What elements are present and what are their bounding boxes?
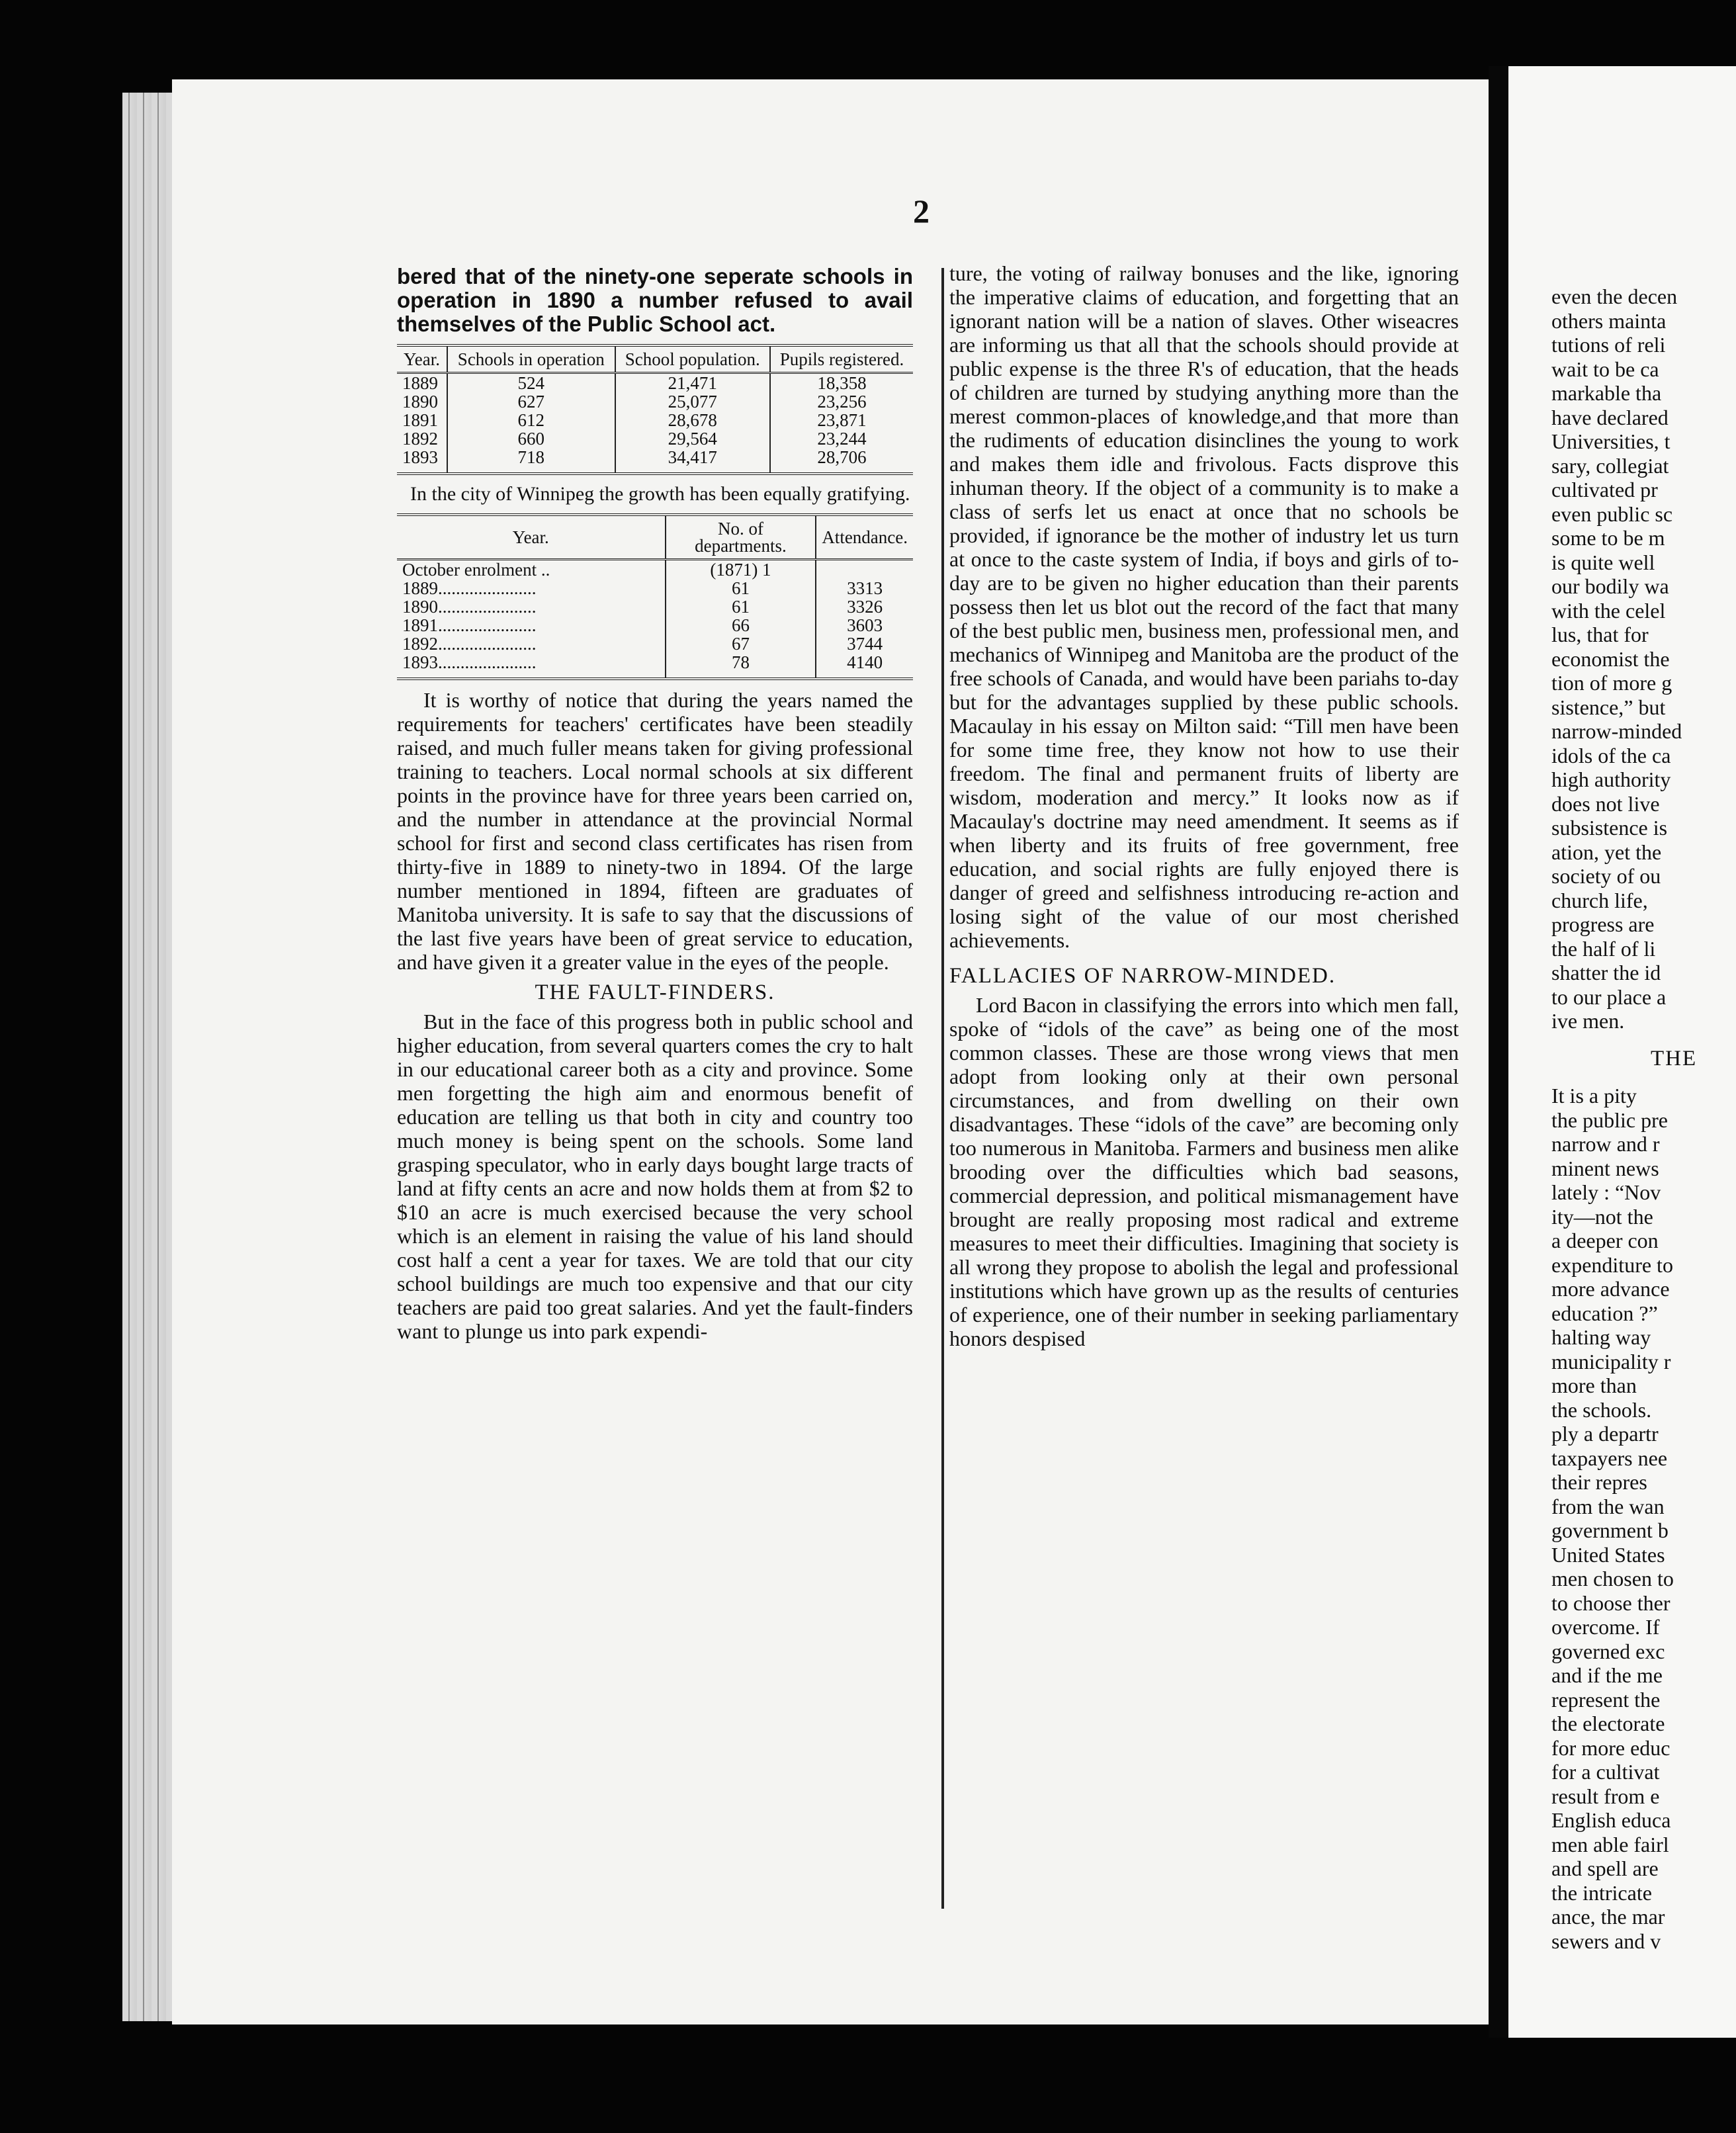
text-line: their repres	[1551, 1470, 1647, 1494]
text-line: It is a pity	[1551, 1084, 1637, 1108]
column-2	[949, 261, 1459, 1350]
text-line: taxpayers nee	[1551, 1446, 1668, 1470]
text-line: the public pre	[1551, 1108, 1668, 1132]
text-line: ity—not the	[1551, 1204, 1653, 1229]
text-line: subsistence is	[1551, 816, 1668, 840]
text-line: halting way	[1551, 1325, 1651, 1349]
table-header-row	[397, 345, 913, 373]
text-line: shatter the id	[1551, 961, 1661, 984]
text-line: tutions of reli	[1551, 333, 1666, 357]
table-row	[397, 579, 913, 597]
text-line: even public sc	[1551, 501, 1673, 526]
text-line: church life,	[1551, 888, 1648, 912]
text-line: ply a departr	[1551, 1422, 1659, 1446]
page-number: 2	[913, 193, 930, 230]
text-line: more advance	[1551, 1277, 1670, 1301]
text-line: even the decen	[1551, 284, 1678, 308]
table-cell: 18,358	[770, 373, 913, 393]
text-line: a deeper con	[1551, 1229, 1659, 1252]
text-line: sary, collegiat	[1551, 453, 1669, 478]
table-cell: 1890	[402, 392, 438, 412]
table-row	[397, 634, 913, 653]
table-cell: 23,244	[770, 429, 913, 448]
table-cell: 1891......................	[402, 615, 537, 635]
text-line: the intricate	[1551, 1880, 1652, 1905]
text-line: is quite well	[1551, 550, 1655, 574]
table-cell: 25,077	[615, 392, 770, 411]
book-gutter	[1489, 66, 1508, 2038]
section-heading: THE	[1651, 1046, 1698, 1070]
table-row	[397, 429, 913, 448]
table-row	[397, 448, 913, 474]
text-line: cultivated pr	[1551, 478, 1658, 501]
text-line: narrow and r	[1551, 1132, 1660, 1156]
table-row	[397, 411, 913, 429]
text-line: ive men.	[1551, 1009, 1625, 1033]
table-cell: 627	[447, 392, 615, 411]
table-row	[397, 597, 913, 616]
text-line: for more educ	[1551, 1735, 1671, 1760]
text-line: more than	[1551, 1373, 1637, 1397]
table-cell: 660	[447, 429, 615, 448]
table-cell: 67	[666, 634, 816, 653]
table-row	[397, 392, 913, 411]
table-cell: October enrolment ..	[402, 560, 550, 580]
text-line: high authority	[1551, 767, 1671, 791]
table-cell: 1889	[402, 373, 438, 393]
text-line: overcome. If	[1551, 1615, 1660, 1639]
table-header-row	[397, 515, 913, 560]
table-cell: 718	[447, 448, 615, 474]
text-line: the schools.	[1551, 1397, 1652, 1422]
text-line: expenditure to	[1551, 1252, 1673, 1277]
text-line: to choose ther	[1551, 1590, 1671, 1615]
fault-finders-paragraph: But in the face of this progress both in public school and higher education, from several quarters comes the cry to halt in our educational career both as a city and province. Some men forgetting the high aim and enormous benefit of education are telling us that both in city and country too much money is being spent on the schools. Some land grasping speculator, who in early days bought large tracts of land at fifty cents an acre and now holds them at from $2 to $10 an acre is much exercised because the very school which is an element in raising the value of his land should cost half a cent a year for taxes. We are told that our city school buildings are much too expensive and that our city teachers are paid too great salaries. And yet the fault-finders want to plunge us into park expendi-	[397, 1010, 913, 1343]
table-header: Attendance.	[816, 515, 913, 560]
column-3-cropped	[1551, 284, 1736, 1953]
table-header: No. of departments.	[666, 515, 816, 560]
text-line: English educa	[1551, 1808, 1671, 1832]
text-line: ation, yet the	[1551, 840, 1662, 864]
text-line: Universities, t	[1551, 429, 1671, 453]
table-cell: 612	[447, 411, 615, 429]
table-cell: 4140	[816, 653, 913, 679]
table-row	[397, 560, 913, 580]
text-line: from the wan	[1551, 1494, 1665, 1518]
table-header: Year.	[512, 527, 549, 547]
table-cell: 1892......................	[402, 634, 537, 654]
table-cell: 21,471	[615, 373, 770, 393]
text-line: wait to be ca	[1551, 357, 1659, 381]
text-line: education ?”	[1551, 1301, 1658, 1325]
intro-paragraph: bered that of the ninety-one seperate schools in operation in 1890 a number refused to avail themselves of the Public School act.	[397, 264, 913, 336]
text-line: economist the	[1551, 646, 1670, 671]
text-line: narrow-minded	[1551, 719, 1682, 743]
table-cell: 3313	[816, 579, 913, 597]
text-line: men able fairl	[1551, 1832, 1669, 1856]
text-line: does not live	[1551, 791, 1660, 816]
table-cell: 28,706	[770, 448, 913, 474]
continuation-paragraph: ture, the voting of railway bonuses and the like, ignoring the imperative claims of education, and forgetting that an ignorant nation will be a nation of slaves. Other wiseacres are informing us that all that the schools should provide at public expense is the three R's of education, that the heads of children are turned by studying anything more than the merest common-places of knowledge,and that more than the rudiments of education disinclines the young to work and makes them idle and frivolous. Facts disprove this inhuman theory. If the object of a community is to make a class of serfs let us enact at once that no schools be provided, if ignorance be the mother of industry let us turn at once to the caste system of India, if boys and girls of to-day are to be given no higher education than their parents possess then let us blot out the record of the fact that many of the best public men, business men, professional men, and mechanics of Winnipeg and Manitoba are the product of the free schools of Canada, and would have been pariahs to-day but for the advantages supplied by these public schools. Macaulay in his essay on Milton said: “Till men have been for some time free, they know not how to use their freedom. The final and permanent fruits of liberty are wisdom, moderation and mercy.” It looks now as if Macaulay's doctrine may need amendment. It seems as if when liberty and its fruits of free government, free education, and social rights are fully enjoyed there is danger of greed and selfishness introducing re-action and losing sight of the value of our most cherished achievements.	[949, 261, 1459, 952]
text-line: have declared	[1551, 405, 1669, 429]
table-cell: 1893......................	[402, 652, 537, 672]
text-line: sewers and v	[1551, 1929, 1661, 1953]
text-line: and if the me	[1551, 1663, 1663, 1687]
text-line: progress are	[1551, 912, 1655, 936]
table-header: Schools in operation	[447, 345, 615, 373]
text-line: minent news	[1551, 1156, 1659, 1180]
table-header: School population.	[615, 345, 770, 373]
text-line: others mainta	[1551, 308, 1667, 333]
text-line: sistence,” but	[1551, 695, 1666, 719]
table-cell: 1893	[402, 447, 438, 467]
certificates-paragraph: It is worthy of notice that during the years named the requirements for teachers' certificates have been steadily raised, and much fuller means taken for giving professional training to teachers. Local normal schools at six different points in the province have for three years been carried on, and the number in attendance at the provincial Normal school for first and second class certificates has risen from thirty-five in 1889 to ninety-two in 1894. Of the large number mentioned in 1894, fifteen are graduates of Manitoba university. It is safe to say that the discussions of the last five years have been of great service to education, and have given it a greater value in the eyes of the people.	[397, 688, 913, 974]
table-cell: 3326	[816, 597, 913, 616]
text-line: the half of li	[1551, 936, 1656, 961]
table-cell	[816, 560, 913, 580]
table-row	[397, 616, 913, 634]
table-cell: 28,678	[615, 411, 770, 429]
column-1	[397, 265, 913, 1343]
table-cell: 66	[666, 616, 816, 634]
text-line: to our place a	[1551, 984, 1667, 1009]
table-cell: 34,417	[615, 448, 770, 474]
text-line: our bodily wa	[1551, 574, 1669, 598]
table-cell: 23,256	[770, 392, 913, 411]
text-line: lus, that for	[1551, 623, 1649, 646]
winnipeg-note: In the city of Winnipeg the growth has been equally gratifying.	[410, 483, 910, 505]
table-cell: 3603	[816, 616, 913, 634]
table-header: Year.	[404, 349, 441, 369]
table-cell: 29,564	[615, 429, 770, 448]
fallacies-paragraph: Lord Bacon in classifying the errors into which men fall, spoke of “idols of the cave” as being one of the most common classes. These are those wrong views that men adopt from looking only at their own personal circumstances, and from dwelling on their own disadvantages. These “idols of the cave” are becoming only too numerous in Manitoba. Farmers and business men alike brooding over the difficulties which bad seasons, commercial depression, and political mismanagement have brought are really proposing most radical and extreme measures to meet their difficulties. Imagining that society is all wrong they propose to abolish the legal and professional institutions which have grown up as the results of centuries of experience, one of their number in seeking parliamentary honors despised	[949, 993, 1459, 1350]
text-line: represent the	[1551, 1687, 1661, 1712]
table-cell: 61	[666, 597, 816, 616]
text-line: United States	[1551, 1542, 1665, 1567]
text-line: government b	[1551, 1518, 1669, 1542]
winnipeg-table	[397, 513, 913, 680]
text-line: society of ou	[1551, 864, 1661, 888]
table-cell: 524	[447, 373, 615, 393]
text-line: for a cultivat	[1551, 1760, 1660, 1784]
table-cell: 3744	[816, 634, 913, 653]
text-line: tion of more g	[1551, 671, 1672, 695]
text-line: markable tha	[1551, 381, 1662, 405]
text-line: result from e	[1551, 1784, 1660, 1808]
table-cell: 1889......................	[402, 578, 537, 598]
table-cell: 1890......................	[402, 597, 537, 617]
text-line: municipality r	[1551, 1349, 1671, 1373]
text-line: idols of the ca	[1551, 743, 1671, 767]
text-line: the electorate	[1551, 1712, 1665, 1735]
table-cell: (1871) 1	[666, 560, 816, 580]
section-heading: FALLACIES OF NARROW-MINDED.	[949, 964, 1336, 988]
text-line: ance, the mar	[1551, 1905, 1665, 1929]
text-line: some to be m	[1551, 526, 1665, 550]
table-row	[397, 373, 913, 393]
table-cell: 23,871	[770, 411, 913, 429]
table-row	[397, 653, 913, 679]
table-cell: 61	[666, 579, 816, 597]
table-header: Pupils registered.	[770, 345, 913, 373]
table-cell: 1891	[402, 410, 438, 430]
schools-table	[397, 344, 913, 475]
text-line: lately : “Nov	[1551, 1180, 1661, 1204]
column-rule	[941, 268, 944, 1909]
text-line: governed exc	[1551, 1639, 1665, 1663]
section-heading: THE FAULT-FINDERS.	[535, 980, 775, 1004]
text-line: men chosen to	[1551, 1567, 1674, 1590]
text-line: with the celel	[1551, 598, 1666, 623]
table-cell: 1892	[402, 429, 438, 449]
text-line: and spell are	[1551, 1856, 1659, 1880]
table-cell: 78	[666, 653, 816, 679]
